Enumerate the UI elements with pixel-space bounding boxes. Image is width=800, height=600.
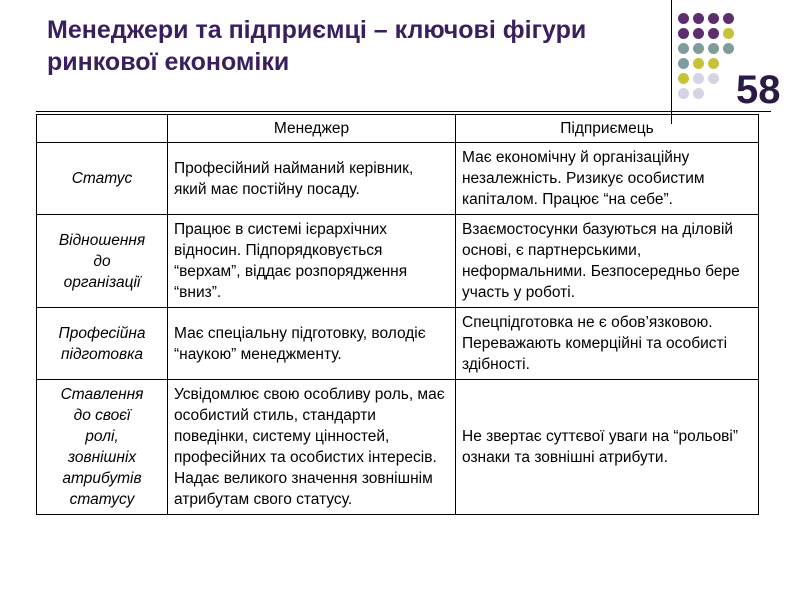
decorative-dot — [678, 73, 689, 84]
row-label-line: зовнішніх — [67, 449, 137, 466]
row-label-line: ролі, — [85, 428, 119, 445]
entrepreneur-cell: Взаємостосунки базуються на діловій основі, є партнерськими, неформальними. Безпосередньо бере участь у роботі. — [456, 215, 759, 308]
slide-title-line-1: Менеджери та підприємці – ключові фігури — [47, 16, 587, 44]
decorative-dot — [693, 28, 704, 39]
entrepreneur-cell: Має економічну й організаційну незалежність. Ризикує особистим капіталом. Працює “на себе”. — [456, 143, 759, 215]
decorative-dot — [693, 58, 704, 69]
decorative-dot — [678, 13, 689, 24]
header-empty-cell — [37, 115, 168, 143]
decorative-dot — [678, 88, 689, 99]
row-label-line: Професійна — [58, 324, 146, 342]
decorative-dot — [678, 43, 689, 54]
header-entrepreneur: Підприємець — [456, 115, 759, 143]
decorative-dot — [678, 28, 689, 39]
table-row — [37, 308, 759, 380]
row-label-line: статусу — [69, 491, 135, 508]
row-label-line: Ставлення — [60, 386, 144, 403]
manager-cell: Працює в системі ієрархічних відносин. Підпорядковується “верхам”, віддає розпорядження “вниз”. — [168, 215, 456, 308]
row-label-line: Статус — [71, 170, 133, 187]
table-body — [37, 143, 759, 515]
slide-title-line-2: ринкової економіки — [47, 48, 290, 76]
decorative-dot — [708, 13, 719, 24]
decorative-dot — [708, 73, 719, 84]
decorative-dot — [693, 88, 704, 99]
row-label-line: атрибутів — [62, 470, 142, 487]
decorative-dot — [693, 13, 704, 24]
row-label — [37, 308, 168, 380]
decorative-dot — [708, 28, 719, 39]
row-label-line: Відношення — [58, 231, 146, 249]
vertical-divider-line — [671, 0, 672, 124]
comparison-table — [36, 114, 759, 515]
page-number: 58 — [736, 68, 781, 112]
table-row — [37, 380, 759, 515]
decorative-dot — [693, 73, 704, 84]
row-label — [37, 143, 168, 215]
row-label-line: до — [93, 252, 111, 270]
decorative-dot — [723, 13, 734, 24]
row-label-line: до своєї — [73, 407, 131, 424]
decorative-dot — [693, 43, 704, 54]
entrepreneur-cell: Не звертає суттєвої уваги на “рольові” ознаки та зовнішні атрибути. — [456, 380, 759, 515]
decorative-dot — [708, 58, 719, 69]
table-row — [37, 143, 759, 215]
manager-cell: Має спеціальну підготовку, володіє “наукою” менеджменту. — [168, 308, 456, 380]
row-label-line: організації — [63, 273, 141, 291]
header-manager: Менеджер — [168, 115, 456, 143]
decorative-dot — [723, 28, 734, 39]
horizontal-divider-line — [36, 111, 771, 112]
decorative-dot — [708, 43, 719, 54]
decorative-dot — [678, 58, 689, 69]
entrepreneur-cell: Спецпідготовка не є обов’язковою. Переважають комерційні та особисті здібності. — [456, 308, 759, 380]
table-row — [37, 215, 759, 308]
row-label — [37, 380, 168, 515]
row-label-line: підготовка — [60, 345, 144, 363]
manager-cell: Професійний найманий керівник, який має постійну посаду. — [168, 143, 456, 215]
slide-title — [47, 14, 647, 78]
manager-cell: Усвідомлює свою особливу роль, має особистий стиль, стандарти поведінки, систему цінностей, професійних та особистих інтересів. Надає великого значення зовнішнім атрибутам свого статусу. — [168, 380, 456, 515]
table-header-row — [37, 115, 759, 143]
decorative-dot — [723, 43, 734, 54]
row-label — [37, 215, 168, 308]
